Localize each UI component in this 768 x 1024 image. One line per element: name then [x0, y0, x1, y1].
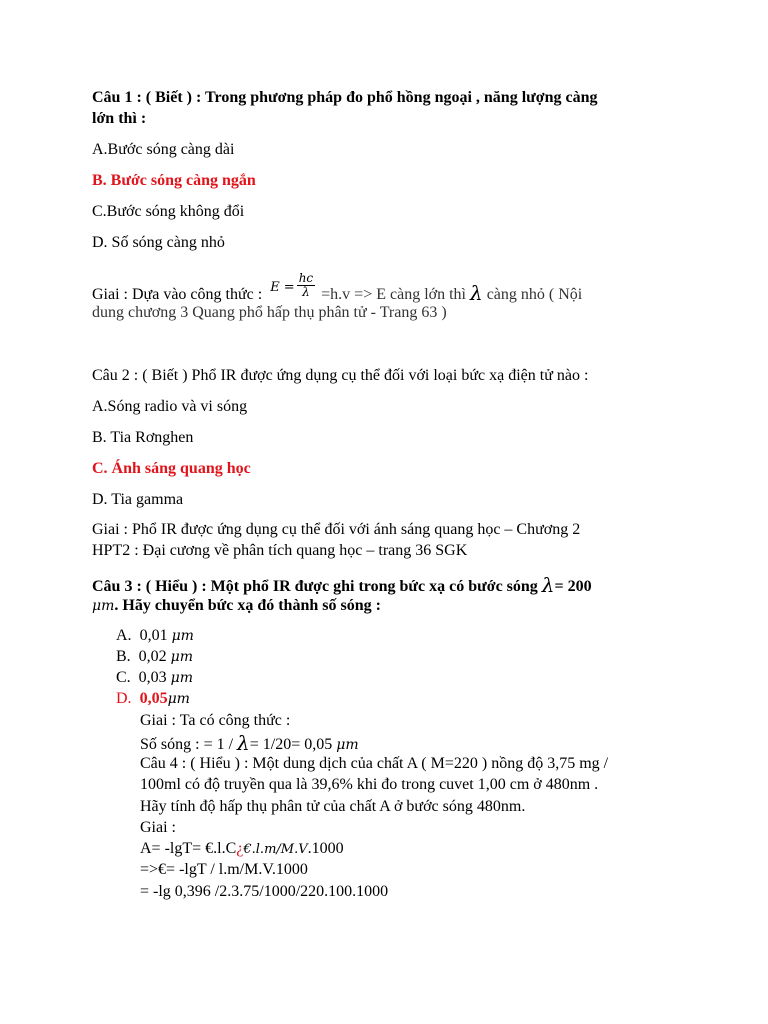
q3-option-b-unit: μm	[170, 649, 194, 665]
q1-formula-numerator: hc	[298, 271, 314, 285]
q3-solution-line2-unit: μm	[336, 737, 359, 753]
q3-option-d-letter: D.	[116, 690, 132, 707]
q4-line5-red-mark: ¿	[236, 840, 244, 857]
q2-solution-line2: HPT2 : Đại cương về phân tích quang học – trang 36 SGK	[92, 542, 468, 559]
q4-line5	[140, 839, 344, 860]
q1-option-d: D. Số sóng càng nhỏ	[92, 234, 225, 251]
q1-solution-line2: dung chương 3 Quang phổ hấp thụ phân tử - Trang 63 )	[92, 304, 447, 321]
q4-line5-post: .1000	[307, 840, 344, 857]
q4-line5-prefix: A= -lgT= €.l.C	[140, 840, 237, 857]
q3-option-a-letter: A.	[116, 627, 132, 644]
q1-solution-prefix: Giai : Dựa vào công thức :	[92, 286, 263, 304]
q4-line5-italic: €.l.m/M.V	[243, 842, 308, 857]
q3-title-line2	[92, 596, 381, 616]
q3-option-d-value: 0,05	[139, 690, 168, 707]
q3-lambda-symbol: λ	[541, 573, 555, 597]
q3-solution-line2-prefix: Số sóng : = 1 /	[140, 736, 234, 753]
q4-line2: 100ml có độ truyền qua là 39,6% khi đo trong cuvet 1,00 cm ở 480nm .	[140, 776, 599, 793]
q3-solution-line1: Giai : Ta có công thức :	[140, 712, 291, 729]
q2-title: Câu 2 : ( Biết ) Phổ IR được ứng dụng cụ thể đối với loại bức xạ điện tử nào :	[92, 367, 589, 384]
q1-lambda-symbol: λ	[470, 281, 483, 306]
q3-option-a-unit: μm	[171, 628, 194, 644]
q3-option-c-value: 0,03	[138, 669, 167, 686]
q1-solution-mid: =h.v => E càng lớn thì	[321, 286, 466, 304]
q1-option-b-correct: B. Bước sóng càng ngắn	[92, 172, 256, 189]
q1-solution-tail: càng nhỏ ( Nội	[486, 286, 583, 304]
q3-mu-unit: μm	[92, 598, 115, 614]
q3-option-c	[116, 668, 193, 688]
q3-option-b-value: 0,02	[138, 648, 167, 665]
q3-option-c-unit: μm	[170, 670, 194, 686]
q3-solution-line2	[140, 732, 359, 755]
q1-formula-lhs: E =	[270, 280, 295, 296]
q3-title-line1	[92, 574, 592, 597]
q3-option-d-correct	[116, 689, 190, 709]
q3-title-value: = 200	[554, 578, 592, 595]
q4-line3: Hãy tính độ hấp thụ phân tử của chất A ở bước sóng 480nm.	[140, 798, 526, 815]
q1-formula-denominator: λ	[302, 285, 310, 299]
q4-line6: =>€= -lgT / l.m/M.V.1000	[140, 861, 308, 878]
q3-option-a	[116, 626, 194, 646]
q4-line4: Giai :	[140, 819, 176, 836]
q3-title-prefix: Câu 3 : ( Hiểu ) : Một phổ IR được ghi trong bức xạ có bước sóng	[92, 578, 538, 595]
q2-option-d: D. Tia gamma	[92, 491, 184, 508]
q3-option-a-value: 0,01	[139, 627, 168, 644]
q2-option-b: B. Tia Rơnghen	[92, 429, 194, 446]
q2-solution-line1: Giai : Phổ IR được ứng dụng cụ thể đối với ánh sáng quang học – Chương 2	[92, 521, 581, 538]
q1-title-line1: Câu 1 : ( Biết ) : Trong phương pháp đo phổ hồng ngoại , năng lượng càng	[92, 89, 598, 106]
q1-option-c: C.Bước sóng không đổi	[92, 203, 245, 220]
q3-title-line2-text: . Hãy chuyển bức xạ đó thành số sóng :	[114, 597, 381, 614]
q3-option-c-letter: C.	[116, 669, 131, 686]
q3-solution-line2-post: = 1/20= 0,05	[249, 736, 333, 753]
q2-option-c-correct: C. Ánh sáng quang học	[92, 460, 251, 477]
q3-solution-lambda: λ	[237, 731, 250, 755]
q3-option-d-unit: μm	[167, 691, 190, 707]
q3-option-b	[116, 647, 193, 667]
q1-title-line2: lớn thì :	[92, 110, 147, 127]
q1-formula-fraction	[297, 272, 315, 299]
q2-option-a: A.Sóng radio và vi sóng	[92, 398, 248, 415]
q1-option-a: A.Bước sóng càng dài	[92, 141, 235, 158]
q3-option-b-letter: B.	[116, 648, 131, 665]
q4-line7: = -lg 0,396 /2.3.75/1000/220.100.1000	[140, 883, 389, 900]
q4-line1: Câu 4 : ( Hiểu ) : Một dung dịch của chất A ( M=220 ) nồng độ 3,75 mg /	[140, 755, 609, 772]
